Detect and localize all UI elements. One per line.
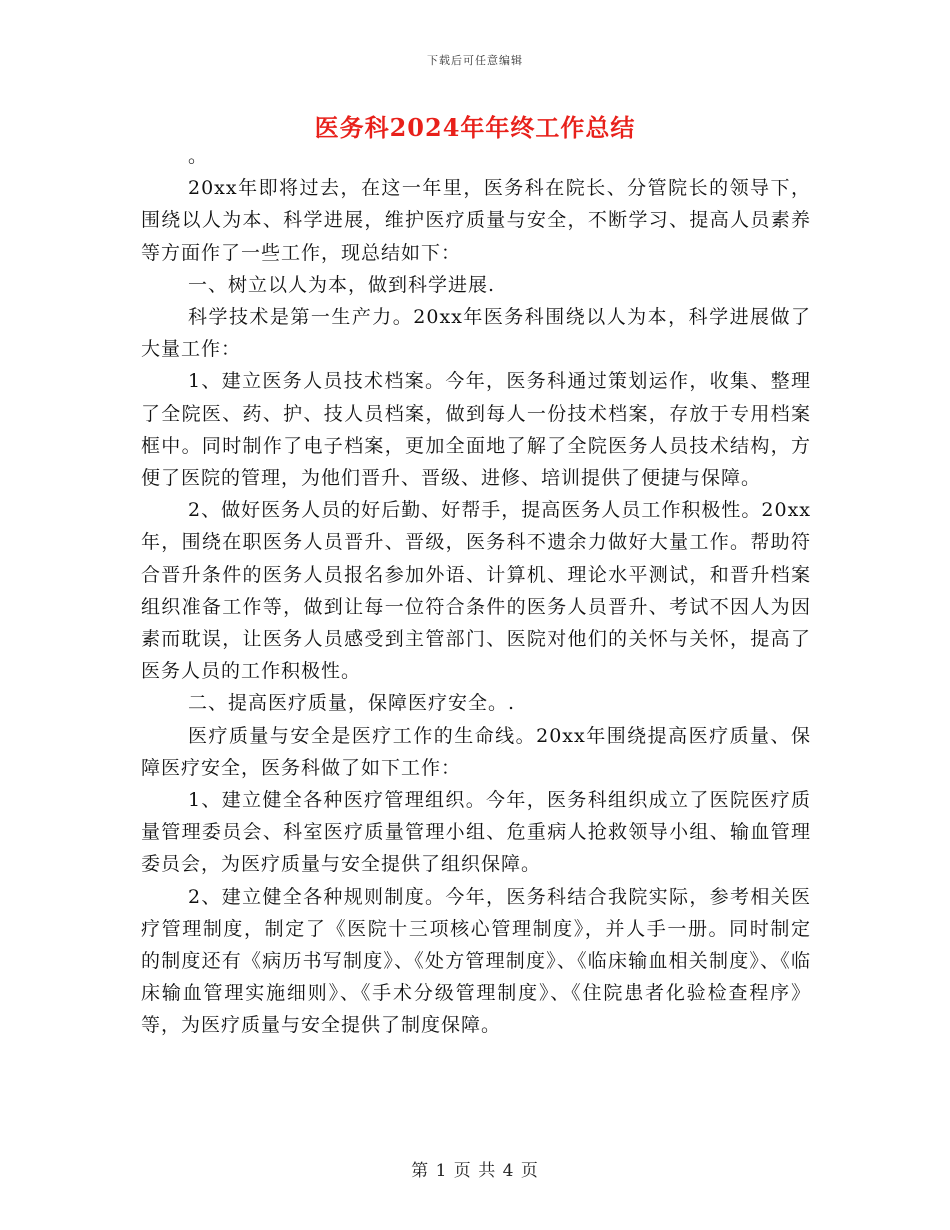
document-body bbox=[141, 140, 811, 1042]
page-footer: 第 1 页 共 4 页 bbox=[411, 1161, 539, 1181]
section-heading-1: 一、树立以人为本，做到科学进展. bbox=[188, 273, 496, 296]
page-header: 下载后可任意编辑 bbox=[427, 54, 523, 67]
paragraph-intro-mark: 。 bbox=[188, 145, 209, 167]
document-title: 医务科2024年年终工作总结 bbox=[314, 113, 636, 142]
paragraph-section-2-intro: 医疗质量与安全是医疗工作的生命线。20xx年围绕提高医疗质量、保障医疗安全，医务科做了如下工作： bbox=[141, 724, 811, 779]
paragraph-section-1-intro: 科学技术是第一生产力。20xx年医务科围绕以人为本，科学进展做了大量工作： bbox=[141, 306, 811, 361]
section-heading-2: 二、提高医疗质量，保障医疗安全。. bbox=[188, 692, 516, 715]
paragraph-opening: 20xx年即将过去，在这一年里，医务科在院长、分管院长的领导下，围绕以人为本、科学进展，维护医疗质量与安全，不断学习、提高人员素养等方面作了一些工作，现总结如下： bbox=[141, 177, 811, 264]
paragraph-section-2-item-1: 1、建立健全各种医疗管理组织。今年，医务科组织成立了医院医疗质量管理委员会、科室医疗质量管理小组、危重病人抢救领导小组、输血管理委员会，为医疗质量与安全提供了组织保障。 bbox=[141, 789, 811, 876]
paragraph-section-2-item-2: 2、建立健全各种规则制度。今年，医务科结合我院实际，参考相关医疗管理制度，制定了《医院十三项核心管理制度》，并人手一册。同时制定的制度还有《病历书写制度》、《处方管理制度》、《临床输血相关制度》、《临床输血管理实施细则》、《手术分级管理制度》、《住院患者化验检查程序》等，为医疗质量与安全提供了制度保障。 bbox=[141, 885, 811, 1037]
paragraph-section-1-item-2: 2、做好医务人员的好后勤、好帮手，提高医务人员工作积极性。20xx年，围绕在职医务人员晋升、晋级，医务科不遗余力做好大量工作。帮助符合晋升条件的医务人员报名参加外语、计算机、理论水平测试，和晋升档案组织准备工作等，做到让每一位符合条件的医务人员晋升、考试不因人为因素而耽误，让医务人员感受到主管部门、医院对他们的关怀与关怀，提高了医务人员的工作积极性。 bbox=[141, 499, 811, 683]
paragraph-section-1-item-1: 1、建立医务人员技术档案。今年，医务科通过策划运作，收集、整理了全院医、药、护、技人员档案，做到每人一份技术档案，存放于专用档案框中。同时制作了电子档案，更加全面地了解了全院医务人员技术结构，方便了医院的管理，为他们晋升、晋级、进修、培训提供了便捷与保障。 bbox=[141, 370, 811, 490]
